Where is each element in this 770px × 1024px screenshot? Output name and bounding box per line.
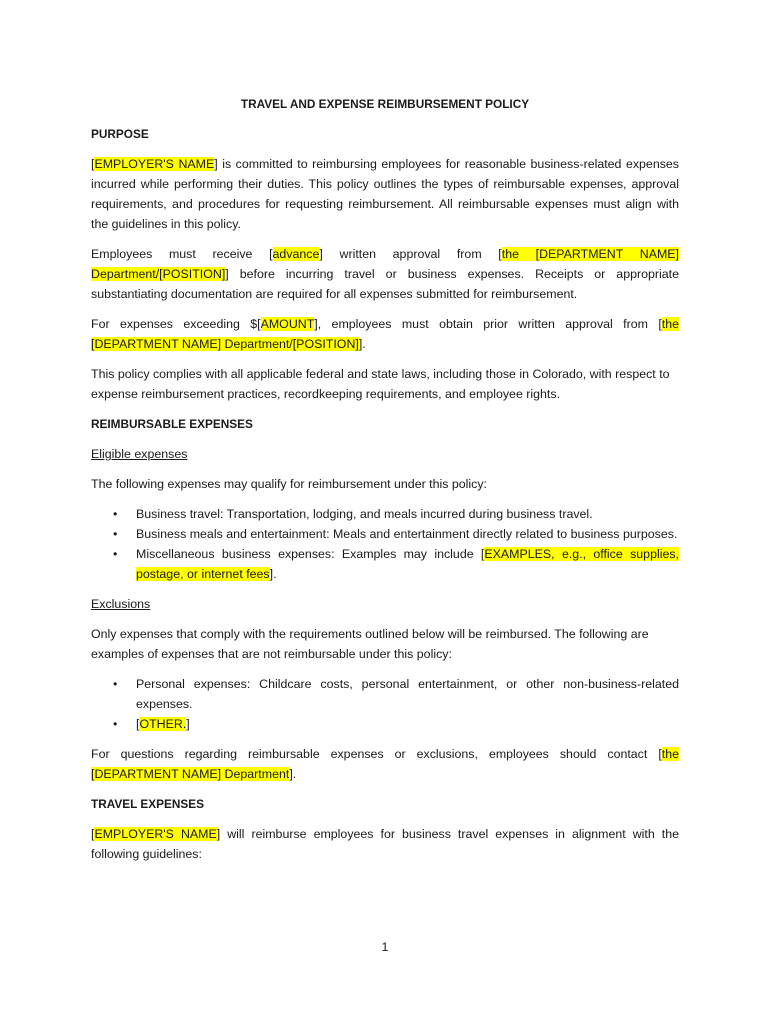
list-item (91, 714, 679, 734)
paragraph-text: For expenses exceeding $[ (91, 317, 261, 331)
purpose-heading: PURPOSE (91, 127, 149, 141)
placeholder-employer-name: EMPLOYER'S NAME (94, 157, 215, 171)
paragraph-text: ] is committed to reimbursing employees for reasonable business-related expenses incurred while performing their duties. This policy outlines the types of reimbursable expenses, approval requirements, and procedures for requesting reimbursement. All reimbursable expenses must align with the guidelines in this policy. (91, 157, 679, 231)
exclusions-heading: Exclusions (91, 597, 151, 611)
page-number: 1 (381, 940, 389, 954)
exclusions-intro: Only expenses that comply with the requirements outlined below will be reimbursed. The following are examples of expenses that are not reimbursable under this policy: (91, 627, 649, 661)
paragraph-text: ] before incurring travel or business expenses. Receipts or appropriate substantiating documentation are required for all expenses submitted for reimbursement. (91, 267, 679, 301)
exclusions-list (91, 674, 679, 734)
bullet-icon: • (113, 507, 118, 521)
placeholder-department-position: the [DEPARTMENT NAME] Department/[POSITION] (91, 317, 679, 351)
list-item (91, 524, 679, 544)
travel-heading: TRAVEL EXPENSES (91, 797, 204, 811)
placeholder-employer-name: EMPLOYER'S NAME (94, 827, 217, 841)
list-item (91, 544, 679, 584)
placeholder-other: OTHER. (139, 717, 187, 731)
list-item-text: ]. (269, 567, 277, 581)
paragraph-text: ]. (289, 767, 297, 781)
list-item-text: Personal expenses: Childcare costs, personal entertainment, or other non-business-related expenses. (136, 677, 679, 711)
bracket: [ (91, 157, 95, 171)
placeholder-department-position: the [DEPARTMENT NAME] Department/[POSITION] (91, 247, 679, 281)
placeholder-amount: AMOUNT (260, 317, 315, 331)
list-item (91, 674, 679, 714)
bullet-icon: • (113, 677, 118, 691)
list-item-text: ] (186, 717, 190, 731)
list-item-text: [ (136, 717, 140, 731)
placeholder-department: the [DEPARTMENT NAME] Department (91, 747, 679, 781)
placeholder-advance: advance (272, 247, 320, 261)
eligible-list (91, 504, 679, 584)
paragraph-text: Employees must receive [ (91, 247, 273, 261)
paragraph-text: For questions regarding reimbursable expenses or exclusions, employees should contact [ (91, 747, 662, 761)
purpose-paragraph-4: This policy complies with all applicable federal and state laws, including those in Colorado, with respect to expense reimbursement practices, recordkeeping requirements, and employee rights. (91, 367, 670, 401)
purpose-paragraph-2 (91, 244, 679, 304)
list-item-text: Miscellaneous business expenses: Examples may include [ (136, 547, 485, 561)
eligible-intro: The following expenses may qualify for reimbursement under this policy: (91, 477, 487, 491)
bullet-icon: • (113, 547, 118, 561)
paragraph-text: ], employees must obtain prior written approval from [ (314, 317, 662, 331)
paragraph-text: ] written approval from [ (319, 247, 502, 261)
list-item-text: Business travel: Transportation, lodging, and meals incurred during business travel. (136, 507, 593, 521)
eligible-expenses-heading: Eligible expenses (91, 447, 188, 461)
document-title: TRAVEL AND EXPENSE REIMBURSEMENT POLICY (240, 97, 530, 111)
document-body (91, 94, 679, 874)
bullet-icon: • (113, 527, 118, 541)
purpose-paragraph-1 (91, 154, 679, 234)
bracket: [ (91, 827, 95, 841)
list-item-text: Business meals and entertainment: Meals and entertainment directly related to business purposes. (136, 527, 678, 541)
reimbursable-heading: REIMBURSABLE EXPENSES (91, 417, 253, 431)
paragraph-text: ] will reimburse employees for business travel expenses in alignment with the following guidelines: (91, 827, 679, 861)
bullet-icon: • (113, 717, 118, 731)
list-item (91, 504, 679, 524)
placeholder-examples: EXAMPLES, e.g., office supplies, postage, or internet fees (136, 547, 679, 581)
paragraph-text: ]. (358, 337, 366, 351)
travel-paragraph-1 (91, 824, 679, 864)
questions-paragraph (91, 744, 679, 784)
purpose-paragraph-3 (91, 314, 679, 354)
